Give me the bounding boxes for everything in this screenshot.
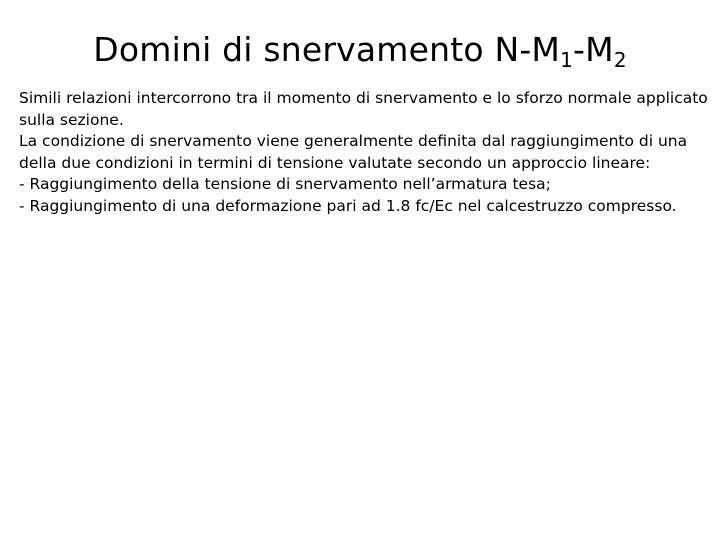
title-subscript-1: 1	[560, 48, 574, 72]
title-mid-text: -M	[573, 30, 614, 69]
paragraph-condition: La condizione di snervamento viene generalmente definita dal raggiungimento di una della due condizioni in termini di tensione valutate secondo un approccio lineare:	[19, 132, 688, 172]
slide-body	[19, 88, 709, 217]
paragraph-intro: Simili relazioni intercorrono tra il momento di snervamento e lo sforzo normale applicato sulla sezione.	[19, 89, 708, 129]
slide-title	[0, 28, 720, 72]
title-main-text: Domini di snervamento N-M	[93, 30, 561, 69]
bullet-item-concrete-strain: - Raggiungimento di una deformazione pari ad 1.8 fc/Ec nel calcestruzzo compresso.	[19, 196, 677, 215]
title-subscript-2: 2	[613, 48, 627, 72]
bullet-item-tensile-steel: - Raggiungimento della tensione di snervamento nell’armatura tesa;	[19, 175, 551, 193]
